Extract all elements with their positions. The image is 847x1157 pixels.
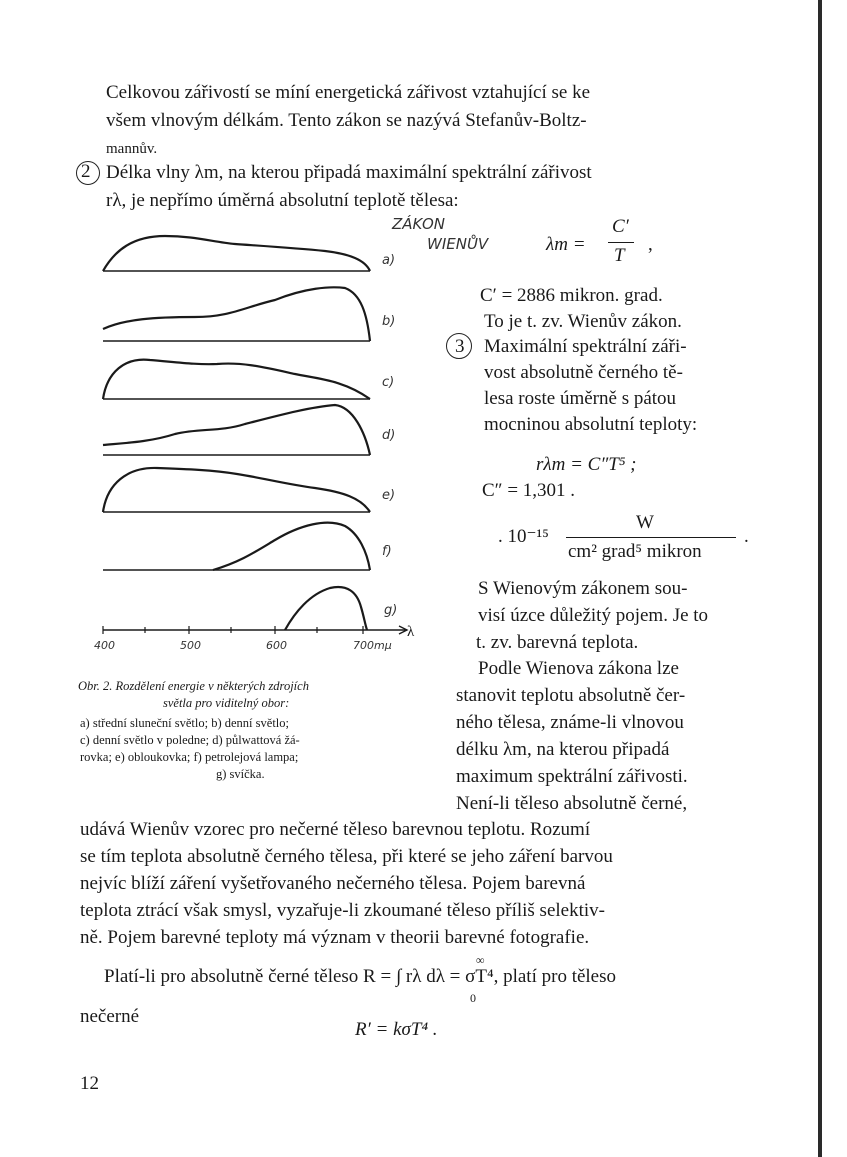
formula-denominator: T <box>614 245 625 266</box>
text-line: Délka vlny λm, na kterou připadá maximální spektrální zářivost <box>106 162 592 183</box>
text-line: ného tělesa, známe-li vlnovou <box>456 712 684 733</box>
marker-number: 2 <box>81 161 91 182</box>
curve-c <box>103 360 370 399</box>
text-line: ně. Pojem barevné teploty má význam v theorii barevné fotografie. <box>80 927 590 948</box>
text-line: Podle Wienova zákona lze <box>478 658 679 679</box>
curve-label-a: a) <box>382 253 396 268</box>
curve-a <box>103 236 370 271</box>
formula-comma: , <box>648 234 653 255</box>
formula-numerator: C′ <box>612 216 629 237</box>
curve-label-d: d) <box>382 428 396 443</box>
formula-radiance: rλm = C″T⁵ ; <box>536 454 637 475</box>
fraction-bar <box>566 537 736 538</box>
figure-caption: Obr. 2. Rozdělení energie v některých zdrojích <box>78 679 309 693</box>
figure-caption-legend: c) denní světlo v poledne; d) půlwattová žá- <box>80 733 300 747</box>
tick-label-600: 600 <box>266 639 287 652</box>
text-line: nejvíc blíží záření vyšetřovaného nečerného tělesa. Pojem barevná <box>80 873 586 894</box>
text-line: t. zv. barevná teplota. <box>476 632 639 653</box>
curve-b <box>103 287 370 341</box>
tick-label-500: 500 <box>180 639 201 652</box>
text-line: mannův. <box>106 141 158 157</box>
tick-label-700: 700mμ <box>353 639 392 652</box>
text-line: maximum spektrální zářivosti. <box>456 766 688 787</box>
formula-constant: C″ = 1,301 . <box>482 480 576 501</box>
text-line: teplota ztrácí však smysl, vyzařuje-li zkoumané těleso příliš selektiv- <box>80 900 605 921</box>
page-number: 12 <box>80 1073 99 1094</box>
marker-number: 3 <box>455 336 465 357</box>
handwritten-note-zakon: ZÁKON <box>392 215 445 233</box>
text-line: visí úzce důležitý pojem. Je to <box>478 605 709 626</box>
text-line: se tím teplota absolutně černého tělesa, při které se jeho záření barvou <box>80 846 613 867</box>
formula-non-black-body: R′ = kσT⁴ . <box>355 1019 438 1040</box>
page-edge-shadow <box>818 0 822 1157</box>
text-line: S Wienovým zákonem sou- <box>478 578 688 599</box>
integral-upper-limit: ∞ <box>476 953 485 967</box>
text-line: stanovit teplotu absolutně čer- <box>456 685 686 706</box>
text-line: lesa roste úměrně s pátou <box>484 388 677 409</box>
fraction-bar <box>608 242 634 243</box>
curve-f <box>213 523 370 570</box>
text-line: Celkovou zářivostí se míní energetická zářivost vztahující se ke <box>106 82 590 103</box>
text-line: rλ, je nepřímo úměrná absolutní teplotě tělesa: <box>106 190 459 211</box>
text-line: Platí-li pro absolutně černé těleso R = ∫ rλ dλ = σT⁴, platí pro těleso <box>104 966 617 987</box>
curve-g <box>285 587 367 630</box>
formula-unit-denominator: cm² grad⁵ mikron <box>568 541 702 562</box>
curve-label-f: f) <box>382 544 392 559</box>
tick-label-400: 400 <box>94 639 115 652</box>
integral-lower-limit: 0 <box>470 991 476 1005</box>
handwritten-note-wienuv: WIENŮV <box>427 235 489 253</box>
curve-label-e: e) <box>382 488 396 503</box>
text-line: udává Wienův vzorec pro nečerné těleso barevnou teplotu. Rozumí <box>80 819 591 840</box>
curve-d <box>103 405 370 455</box>
formula-unit-exponent: . 10⁻¹⁵ <box>498 526 549 547</box>
axis-symbol-lambda: λ <box>407 624 415 640</box>
text-line: Není-li těleso absolutně černé, <box>456 793 688 814</box>
text-line: délku λm, na kterou připadá <box>456 739 670 760</box>
curve-label-b: b) <box>382 314 396 329</box>
text-line: mocninou absolutní teploty: <box>484 414 698 435</box>
curve-label-c: c) <box>382 375 395 390</box>
figure-caption: světla pro viditelný obor: <box>163 696 290 710</box>
text-line: Maximální spektrální záři- <box>484 336 687 357</box>
figure-caption-legend: a) střední sluneční světlo; b) denní světlo; <box>80 716 289 730</box>
formula-wien: λm = <box>546 234 586 255</box>
text-line: To je t. zv. Wienův zákon. <box>484 311 682 332</box>
curve-label-g: g) <box>384 603 398 618</box>
formula-unit-numerator: W <box>636 512 654 533</box>
figure-caption-legend: rovka; e) obloukovka; f) petrolejová lampa; <box>80 750 299 764</box>
text-line: nečerné <box>80 1006 140 1027</box>
figure-caption-legend: g) svíčka. <box>216 767 265 781</box>
text-line: vost absolutně černého tě- <box>484 362 683 383</box>
formula-period: . <box>744 526 749 547</box>
text-line: C′ = 2886 mikron. grad. <box>480 285 663 306</box>
text-line: všem vlnovým délkám. Tento zákon se nazývá Stefanův-Boltz- <box>106 110 587 131</box>
curve-e <box>103 468 370 512</box>
